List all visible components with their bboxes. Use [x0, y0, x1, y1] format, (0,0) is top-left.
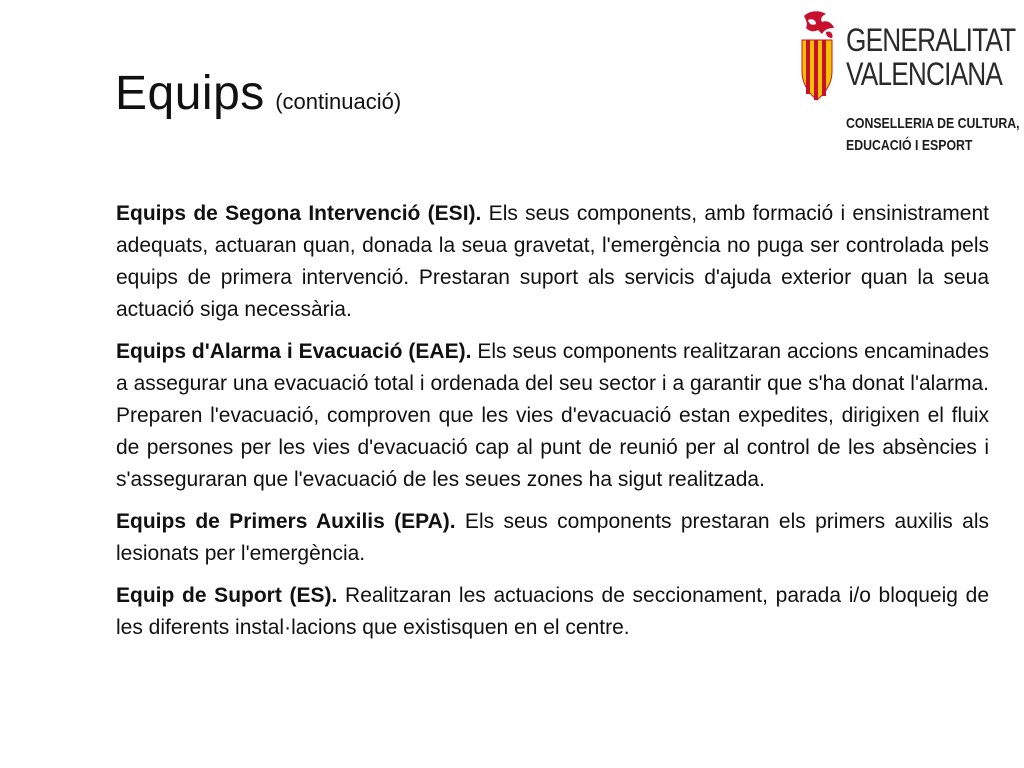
paragraph-heading: Equips de Primers Auxilis (EPA).	[116, 510, 456, 533]
paragraph-text: Els seus components, amb formació i ensinistrament adequats, actuaran quan, donada la seua gravetat, l'emergència no puga ser controlada pels equips de primera intervenció. Prestaran suport als servicis d'ajuda exterior quan la seua actuació siga necessària.	[116, 202, 989, 321]
paragraph-heading: Equips d'Alarma i Evacuació (EAE).	[116, 340, 472, 363]
paragraph-text: Els seus components prestaran els primers auxilis als lesionats per l'emergència.	[116, 510, 989, 565]
paragraph-heading: Equip de Suport (ES).	[116, 584, 338, 607]
logo-text-generalitat: GENERALITAT	[846, 22, 1016, 58]
paragraph-eae	[116, 336, 989, 496]
logo-dept-line2: EDUCACIÓ I ESPORT	[846, 137, 973, 154]
logo-text-valenciana: VALENCIANA	[846, 56, 1003, 92]
paragraph-es	[116, 580, 989, 644]
paragraph-heading: Equips de Segona Intervenció (ESI).	[116, 202, 482, 225]
bat-emblem-icon	[796, 10, 838, 102]
paragraph-text: Els seus components realitzaran accions encaminades a assegurar una evacuació total i ordenada del seu sector i a garantir que s'ha donat l'alarma. Preparen l'evacuació, comproven que les vies d'evacuació estan expedites, dirigixen el fluix de persones per les vies d'evacuació cap al punt de reunió per al control de les absències i s'asseguraran que l'evacuació de les seues zones ha sigut realitzada.	[116, 340, 990, 491]
paragraph-esi	[116, 198, 989, 326]
generalitat-logo	[794, 10, 1020, 160]
content-body	[116, 198, 989, 654]
logo-dept-line1: CONSELLERIA DE CULTURA,	[846, 115, 1020, 132]
title-main: Equips	[115, 67, 265, 120]
title-subtitle: (continuació)	[275, 89, 402, 114]
slide-title	[115, 66, 401, 121]
paragraph-epa	[116, 506, 989, 570]
paragraph-text: Realitzaran les actuacions de seccionament, parada i/o bloqueig de les diferents instal·lacions que existisquen en el centre.	[116, 584, 989, 639]
